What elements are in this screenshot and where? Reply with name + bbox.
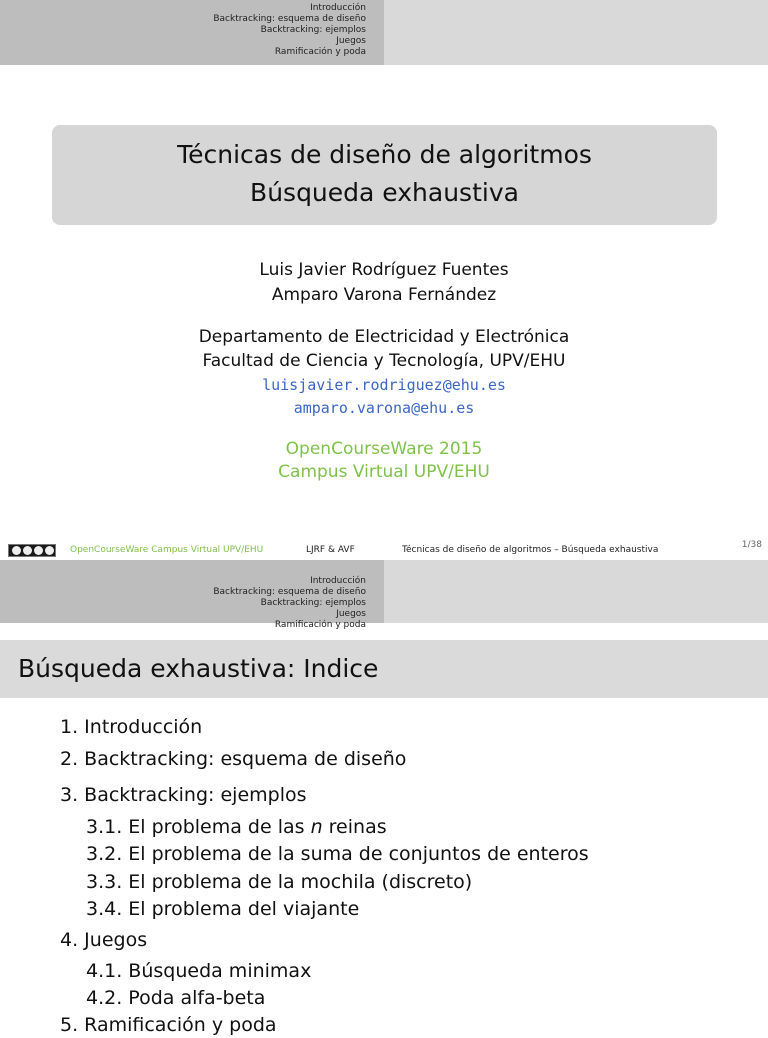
frame-title: Búsqueda exhaustiva: Indice [18,654,379,683]
email-link[interactable]: amparo.varona@ehu.es [293,399,475,417]
toc-item[interactable]: Ramificación y poda [274,620,366,630]
index-subitem[interactable]: 3.3. El problema de la mochila (discreto) [86,871,473,893]
toc-item[interactable]: Backtracking: ejemplos [260,598,366,608]
index-item[interactable]: 1. Introducción [60,716,203,738]
faculty: Facultad de Ciencia y Tecnología, UPV/EHU [202,351,566,371]
campus-label: Campus Virtual UPV/EHU [278,462,490,482]
creative-commons-icon [8,544,56,557]
index-slide [0,560,768,1036]
footer-authors: LJRF & AVF [306,545,355,555]
title-block [52,125,717,225]
header-toc-panel [0,0,384,65]
presentation-subtitle: Búsqueda exhaustiva [250,178,519,207]
ocw-label: OpenCourseWare 2015 [285,439,483,459]
footer-ocw: OpenCourseWare Campus Virtual UPV/EHU [70,545,264,555]
footer-title: Técnicas de diseño de algoritmos – Búsqueda exhaustiva [402,545,659,555]
index-subitem[interactable]: 4.1. Búsqueda minimax [86,960,312,982]
toc-item[interactable]: Backtracking: ejemplos [260,25,366,35]
index-subitem[interactable]: 4.2. Poda alfa-beta [86,987,266,1009]
slide-header [0,0,768,65]
subitem-text: 3.1. El problema de las [86,816,311,838]
index-item[interactable]: 5. Ramificación y poda [60,1014,277,1036]
toc-item[interactable]: Backtracking: esquema de diseño [213,14,366,24]
toc-item[interactable]: Juegos [336,36,366,46]
toc-item[interactable]: Introducción [310,576,366,586]
email-link[interactable]: luisjavier.rodriguez@ehu.es [262,376,506,394]
toc-item[interactable]: Juegos [336,609,366,619]
presentation-title: Técnicas de diseño de algoritmos [177,140,592,169]
index-subitem[interactable]: 3.4. El problema del viajante [86,898,360,920]
index-item[interactable]: 3. Backtracking: ejemplos [60,784,307,806]
index-item[interactable]: 2. Backtracking: esquema de diseño [60,748,407,770]
frame-title-bar [0,640,768,698]
slide-footer [0,542,768,559]
toc-item[interactable]: Ramificación y poda [274,47,366,57]
mini-toc [213,3,366,58]
toc-item[interactable]: Backtracking: esquema de diseño [213,587,366,597]
index-subitem[interactable]: 3.2. El problema de la suma de conjuntos de enteros [86,843,589,865]
author-name: Luis Javier Rodríguez Fuentes [259,260,509,280]
slide-header [0,560,768,630]
subitem-text: reinas [322,816,387,838]
author-name: Amparo Varona Fernández [271,285,497,305]
toc-item[interactable]: Introducción [310,3,366,13]
index-item[interactable]: 4. Juegos [60,929,148,951]
index-subitem[interactable] [86,814,387,840]
page-number: 1/38 [741,540,762,550]
header-toc-panel [0,560,384,630]
mini-toc [213,576,366,631]
department: Departamento de Electricidad y Electrónica [198,327,570,347]
math-variable: n [310,816,323,838]
